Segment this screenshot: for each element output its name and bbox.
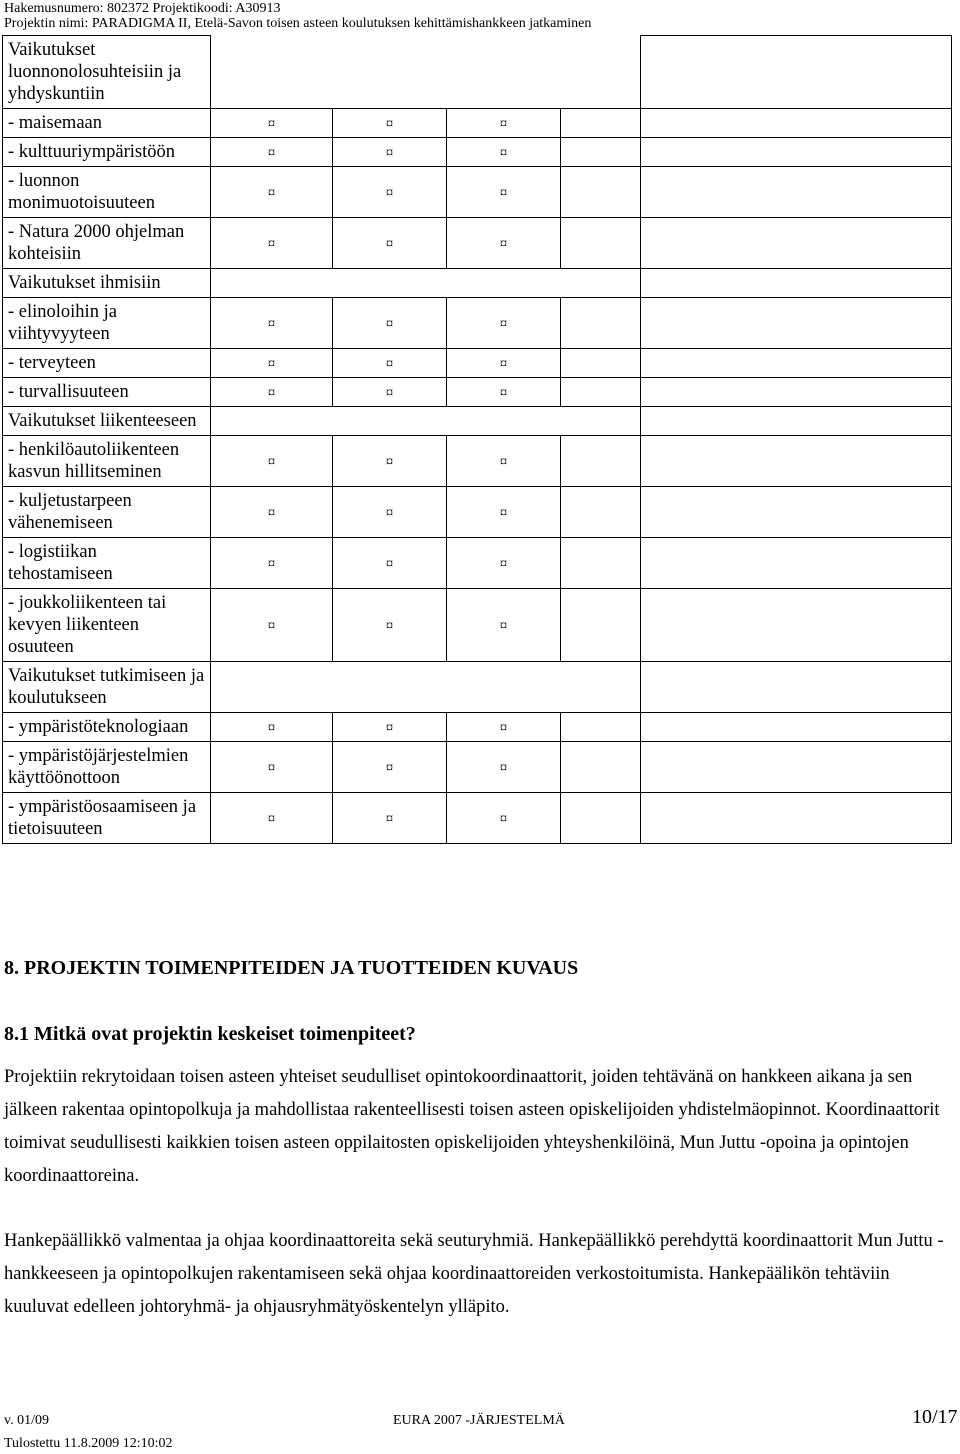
- marker-symbol: ¤: [385, 454, 394, 470]
- marker-symbol: ¤: [499, 145, 508, 161]
- impact-marker-cell: [333, 742, 447, 793]
- marker-symbol: ¤: [267, 760, 276, 776]
- empty-cell: [561, 218, 641, 269]
- impact-label: - kuljetustarpeen vähenemiseen: [3, 487, 211, 538]
- impact-table: [2, 35, 952, 844]
- impact-marker-cell: [333, 109, 447, 138]
- impact-label: - ympäristöjärjestelmien käyttöönottoon: [3, 742, 211, 793]
- empty-cell: [561, 378, 641, 407]
- empty-cell: [561, 742, 641, 793]
- marker-symbol: ¤: [267, 618, 276, 634]
- impact-label: - Natura 2000 ohjelman kohteisiin: [3, 218, 211, 269]
- impact-marker-cell: [333, 378, 447, 407]
- right-column-cell: [641, 269, 952, 298]
- group-spacer-cell: [211, 36, 641, 109]
- impact-marker-cell: [447, 298, 561, 349]
- marker-symbol: ¤: [499, 185, 508, 201]
- table-row: [3, 407, 952, 436]
- marker-symbol: ¤: [385, 185, 394, 201]
- impact-label: - luonnon monimuotoisuuteen: [3, 167, 211, 218]
- impact-marker-cell: [211, 109, 333, 138]
- question-heading: 8.1 Mitkä ovat projektin keskeiset toimenpiteet?: [4, 1023, 416, 1045]
- empty-cell: [561, 349, 641, 378]
- impact-marker-cell: [447, 487, 561, 538]
- footer-version: v. 01/09: [4, 1413, 49, 1428]
- marker-symbol: ¤: [499, 356, 508, 372]
- marker-symbol: ¤: [499, 316, 508, 332]
- impact-marker-cell: [333, 349, 447, 378]
- marker-symbol: ¤: [385, 116, 394, 132]
- impact-marker-cell: [447, 742, 561, 793]
- table-row: [3, 109, 952, 138]
- table-row: [3, 487, 952, 538]
- marker-symbol: ¤: [499, 618, 508, 634]
- impact-label: Vaikutukset tutkimiseen ja koulutukseen: [3, 662, 211, 713]
- empty-cell: [561, 138, 641, 167]
- marker-symbol: ¤: [267, 116, 276, 132]
- impact-label: - joukkoliikenteen tai kevyen liikenteen osuuteen: [3, 589, 211, 662]
- marker-symbol: ¤: [267, 236, 276, 252]
- marker-symbol: ¤: [385, 760, 394, 776]
- impact-label: - turvallisuuteen: [3, 378, 211, 407]
- marker-symbol: ¤: [499, 454, 508, 470]
- right-column-cell: [641, 218, 952, 269]
- marker-symbol: ¤: [499, 505, 508, 521]
- impact-marker-cell: [333, 298, 447, 349]
- marker-symbol: ¤: [499, 385, 508, 401]
- empty-cell: [561, 538, 641, 589]
- impact-marker-cell: [447, 349, 561, 378]
- marker-symbol: ¤: [385, 618, 394, 634]
- impact-marker-cell: [211, 378, 333, 407]
- group-spacer-cell: [211, 662, 641, 713]
- impact-marker-cell: [333, 167, 447, 218]
- impact-marker-cell: [211, 138, 333, 167]
- impact-label: Vaikutukset liikenteeseen: [3, 407, 211, 436]
- impact-marker-cell: [447, 713, 561, 742]
- marker-symbol: ¤: [267, 316, 276, 332]
- footer-page-number: 10/17: [912, 1406, 958, 1428]
- marker-symbol: ¤: [499, 760, 508, 776]
- marker-symbol: ¤: [385, 811, 394, 827]
- empty-cell: [561, 109, 641, 138]
- impact-marker-cell: [447, 109, 561, 138]
- empty-cell: [561, 589, 641, 662]
- impact-marker-cell: [333, 589, 447, 662]
- impact-marker-cell: [447, 167, 561, 218]
- right-column-cell: [641, 487, 952, 538]
- empty-cell: [561, 298, 641, 349]
- impact-marker-cell: [211, 298, 333, 349]
- right-column-cell: [641, 167, 952, 218]
- table-row: [3, 742, 952, 793]
- table-row: [3, 269, 952, 298]
- marker-symbol: ¤: [385, 145, 394, 161]
- table-row: [3, 662, 952, 713]
- marker-symbol: ¤: [499, 116, 508, 132]
- impact-marker-cell: [211, 218, 333, 269]
- table-row: [3, 298, 952, 349]
- impact-marker-cell: [211, 436, 333, 487]
- header-application-info: Hakemusnumero: 802372 Projektikoodi: A30913: [4, 1, 281, 16]
- impact-marker-cell: [447, 793, 561, 844]
- impact-label: - henkilöautoliikenteen kasvun hillitseminen: [3, 436, 211, 487]
- marker-symbol: ¤: [267, 385, 276, 401]
- impact-marker-cell: [447, 538, 561, 589]
- table-row: [3, 138, 952, 167]
- marker-symbol: ¤: [267, 811, 276, 827]
- impact-label: - maisemaan: [3, 109, 211, 138]
- empty-cell: [561, 713, 641, 742]
- marker-symbol: ¤: [385, 236, 394, 252]
- marker-symbol: ¤: [499, 236, 508, 252]
- empty-cell: [561, 167, 641, 218]
- impact-marker-cell: [447, 218, 561, 269]
- table-row: [3, 713, 952, 742]
- footer-system-name: EURA 2007 -JÄRJESTELMÄ: [393, 1413, 565, 1428]
- marker-symbol: ¤: [499, 556, 508, 572]
- marker-symbol: ¤: [385, 356, 394, 372]
- empty-cell: [561, 436, 641, 487]
- footer-print-timestamp: Tulostettu 11.8.2009 12:10:02: [4, 1436, 173, 1451]
- table-row: [3, 36, 952, 109]
- impact-marker-cell: [211, 538, 333, 589]
- group-spacer-cell: [211, 269, 641, 298]
- right-column-cell: [641, 407, 952, 436]
- right-column-cell: [641, 138, 952, 167]
- impact-marker-cell: [333, 138, 447, 167]
- group-spacer-cell: [211, 407, 641, 436]
- empty-cell: [561, 487, 641, 538]
- table-row: [3, 218, 952, 269]
- impact-marker-cell: [333, 436, 447, 487]
- marker-symbol: ¤: [267, 145, 276, 161]
- marker-symbol: ¤: [267, 556, 276, 572]
- table-row: [3, 349, 952, 378]
- marker-symbol: ¤: [267, 356, 276, 372]
- impact-marker-cell: [211, 713, 333, 742]
- marker-symbol: ¤: [385, 720, 394, 736]
- paragraph-coordinators: Projektiin rekrytoidaan toisen asteen yhteiset seudulliset opintokoordinaattorit, joiden tehtävänä on hankkeen aikana ja sen jälkeen rakentaa opintopolkuja ja mahdollistaa rakenteellisesti toisen asteen opiskelijoiden yhdistelmäopinnot. Koordinaattorit toimivat seudullisesti kaikkien toisen asteen oppilaitosten opiskelijoiden yhteyshenkilöinä, Mun Juttu -opoina ja opintojen koordinaattoreina.: [4, 1067, 940, 1186]
- header-project-name: Projektin nimi: PARADIGMA II, Etelä-Savon toisen asteen koulutuksen kehittämishankkeen jatkaminen: [4, 16, 592, 31]
- marker-symbol: ¤: [267, 720, 276, 736]
- right-column-cell: [641, 742, 952, 793]
- marker-symbol: ¤: [385, 316, 394, 332]
- right-column-cell: [641, 713, 952, 742]
- impact-label: - ympäristöteknologiaan: [3, 713, 211, 742]
- table-row: [3, 378, 952, 407]
- impact-marker-cell: [211, 589, 333, 662]
- marker-symbol: ¤: [385, 505, 394, 521]
- marker-symbol: ¤: [267, 454, 276, 470]
- right-column-cell: [641, 589, 952, 662]
- paragraph-project-manager: Hankepäällikkö valmentaa ja ohjaa koordinaattoreita sekä seuturyhmiä. Hankepäällikkö perehdyttä koordinaattorit Mun Juttu -hankkeeseen ja opintopolkujen rakentamiseen sekä ohjaa koordinaattoreiden verkostoitumista. Hankepäälikön tehtäviin kuuluvat edelleen johtoryhmä- ja ohjausryhmätyöskentelyn ylläpito.: [4, 1231, 944, 1317]
- impact-label: - elinoloihin ja viihtyvyyteen: [3, 298, 211, 349]
- table-row: [3, 589, 952, 662]
- right-column-cell: [641, 662, 952, 713]
- impact-label: - kulttuuriympäristöön: [3, 138, 211, 167]
- marker-symbol: ¤: [499, 811, 508, 827]
- impact-label: Vaikutukset luonnonolosuhteisiin ja yhdyskuntiin: [3, 36, 211, 109]
- impact-label: - terveyteen: [3, 349, 211, 378]
- right-column-cell: [641, 349, 952, 378]
- marker-symbol: ¤: [267, 185, 276, 201]
- marker-symbol: ¤: [385, 385, 394, 401]
- right-column-cell: [641, 538, 952, 589]
- right-column-cell: [641, 436, 952, 487]
- table-row: [3, 436, 952, 487]
- impact-marker-cell: [333, 218, 447, 269]
- impact-marker-cell: [333, 713, 447, 742]
- impact-marker-cell: [447, 436, 561, 487]
- impact-marker-cell: [447, 589, 561, 662]
- impact-marker-cell: [447, 378, 561, 407]
- impact-label: - logistiikan tehostamiseen: [3, 538, 211, 589]
- impact-marker-cell: [211, 167, 333, 218]
- right-column-cell: [641, 793, 952, 844]
- impact-marker-cell: [447, 138, 561, 167]
- marker-symbol: ¤: [499, 720, 508, 736]
- marker-symbol: ¤: [385, 556, 394, 572]
- impact-marker-cell: [211, 742, 333, 793]
- impact-marker-cell: [211, 349, 333, 378]
- impact-label: Vaikutukset ihmisiin: [3, 269, 211, 298]
- impact-marker-cell: [333, 793, 447, 844]
- impact-label: - ympäristöosaamiseen ja tietoisuuteen: [3, 793, 211, 844]
- marker-symbol: ¤: [267, 505, 276, 521]
- right-column-cell: [641, 298, 952, 349]
- table-row: [3, 793, 952, 844]
- impact-marker-cell: [211, 487, 333, 538]
- right-column-cell: [641, 36, 952, 109]
- impact-marker-cell: [333, 487, 447, 538]
- table-row: [3, 538, 952, 589]
- impact-marker-cell: [333, 538, 447, 589]
- right-column-cell: [641, 378, 952, 407]
- impact-marker-cell: [211, 793, 333, 844]
- section-heading: 8. PROJEKTIN TOIMENPITEIDEN JA TUOTTEIDEN KUVAUS: [4, 957, 579, 979]
- empty-cell: [561, 793, 641, 844]
- table-row: [3, 167, 952, 218]
- right-column-cell: [641, 109, 952, 138]
